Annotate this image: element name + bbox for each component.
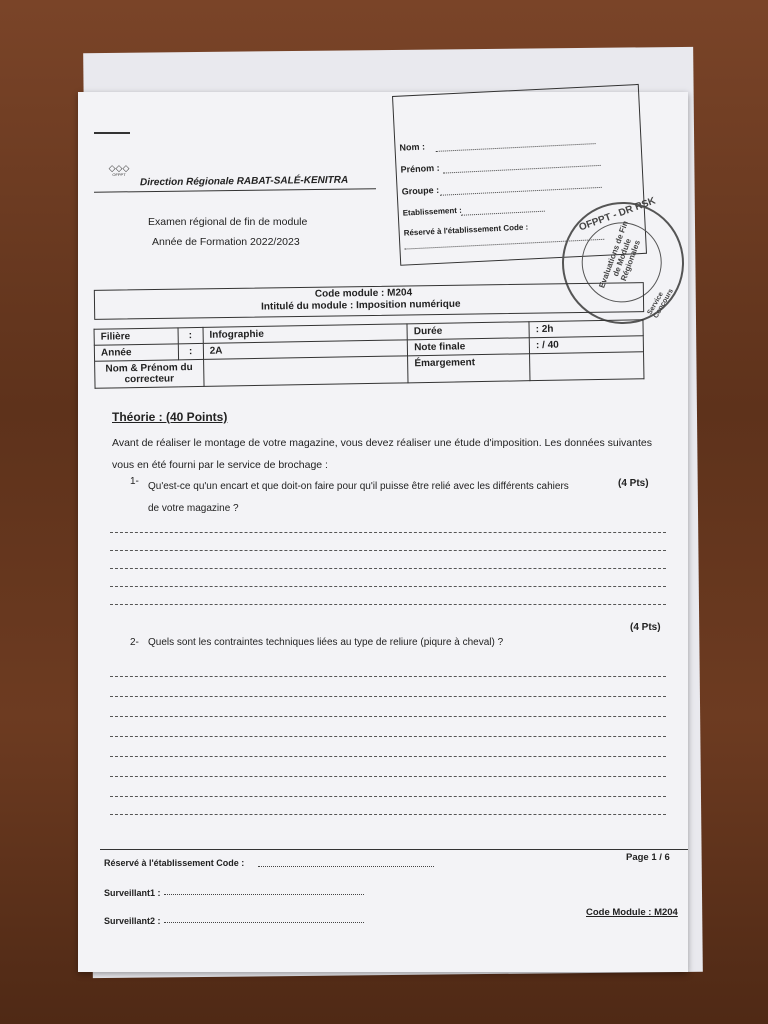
module-box [94,282,644,320]
theorie-intro: Avant de réaliser le montage de votre magazine, vous devez réaliser une étude d'imposition. Les données suivantes vous en été fourni par le service de brochage : [112,437,652,471]
answer-line[interactable] [110,756,666,757]
emargement-label: Émargement [408,354,530,383]
filiere-label: Filière [94,328,178,345]
footer-rule [100,849,688,850]
etablissement-field[interactable] [461,211,545,216]
etablissement-label: Etablissement : [402,205,463,218]
q2-text: Quels sont les contraintes techniques liées au type de reliure (piqure à cheval) ? [148,637,504,648]
answer-line[interactable] [110,586,666,587]
q2-points: (4 Pts) [630,622,661,633]
answer-line[interactable] [110,676,666,677]
filiere-value: Infographie [203,324,408,344]
stamp-inner-text: Evaluations de Fin de Module Régionales [597,219,643,290]
correcteur-label: Nom & Prénom du correcteur [95,359,204,388]
answer-line[interactable] [110,568,666,569]
answer-line[interactable] [110,532,666,533]
prenom-field[interactable] [443,165,601,174]
annee-label: Année [94,344,178,361]
answer-line[interactable] [110,696,666,697]
note-finale-value: : / 40 [529,336,643,354]
direction-regionale: Direction Régionale RABAT-SALÉ-KENITRA [139,174,349,189]
surveillant1-label: Surveillant1 : [104,888,161,898]
nom-field[interactable] [436,143,596,152]
duree-value: : 2h [529,320,643,338]
duree-label: Durée [407,322,529,340]
nom-label: Nom : [399,141,426,153]
ofppt-logo [108,164,130,177]
answer-line[interactable] [110,814,666,815]
footer-reserve-field [258,866,434,867]
stamp-ring-text: OFPPT - DR RSK [577,195,658,234]
answer-line[interactable] [110,776,666,777]
groupe-label: Groupe : [401,184,440,197]
groupe-field[interactable] [440,187,602,196]
formation-year: Année de Formation 2022/2023 [152,236,300,248]
answer-line[interactable] [110,796,666,797]
answer-line[interactable] [110,716,666,717]
info-table [94,319,645,389]
annee-colon: : [178,343,203,359]
prenom-label: Prénom : [400,162,440,175]
footer-reserve-label: Réservé à l'établissement Code : [104,858,245,868]
q1-points: (4 Pts) [618,478,649,489]
intitule-module: Intitulé du module : Imposition numérique [260,298,461,313]
answer-line[interactable] [110,736,666,737]
reserve-code-label: Réservé à l'établissement Code : [403,222,529,238]
page-number: Page 1 / 6 [626,852,670,863]
header-rule [94,188,376,192]
stamp-service-text: Service Concours [646,287,675,320]
exam-sheet [78,92,688,972]
logo-icon: ◇◇◇ [108,163,130,173]
header-mark [94,132,130,134]
q1-text: Qu'est-ce qu'un encart et que doit-on faire pour qu'il puisse être relié avec les différents cahiers de votre magazine ? [148,481,569,514]
answer-line[interactable] [110,550,666,551]
correcteur-value[interactable] [203,356,408,387]
answer-line[interactable] [110,604,666,605]
surveillant1-field[interactable] [164,894,364,895]
note-finale-label: Note finale [408,338,530,356]
filiere-colon: : [178,327,203,343]
theorie-title: Théorie : (40 Points) [112,410,228,424]
code-module: Code module : M204 [314,287,413,300]
emargement-value[interactable] [530,352,644,381]
q2-number: 2- [130,637,139,648]
surveillant2-field[interactable] [164,922,364,923]
q1-number: 1- [130,476,139,487]
annee-value: 2A [203,340,408,360]
surveillant2-label: Surveillant2 : [104,916,161,926]
exam-title: Examen régional de fin de module [148,216,308,228]
footer-code-module: Code Module : M204 [586,907,678,918]
logo-text: OFPPT [112,172,126,177]
